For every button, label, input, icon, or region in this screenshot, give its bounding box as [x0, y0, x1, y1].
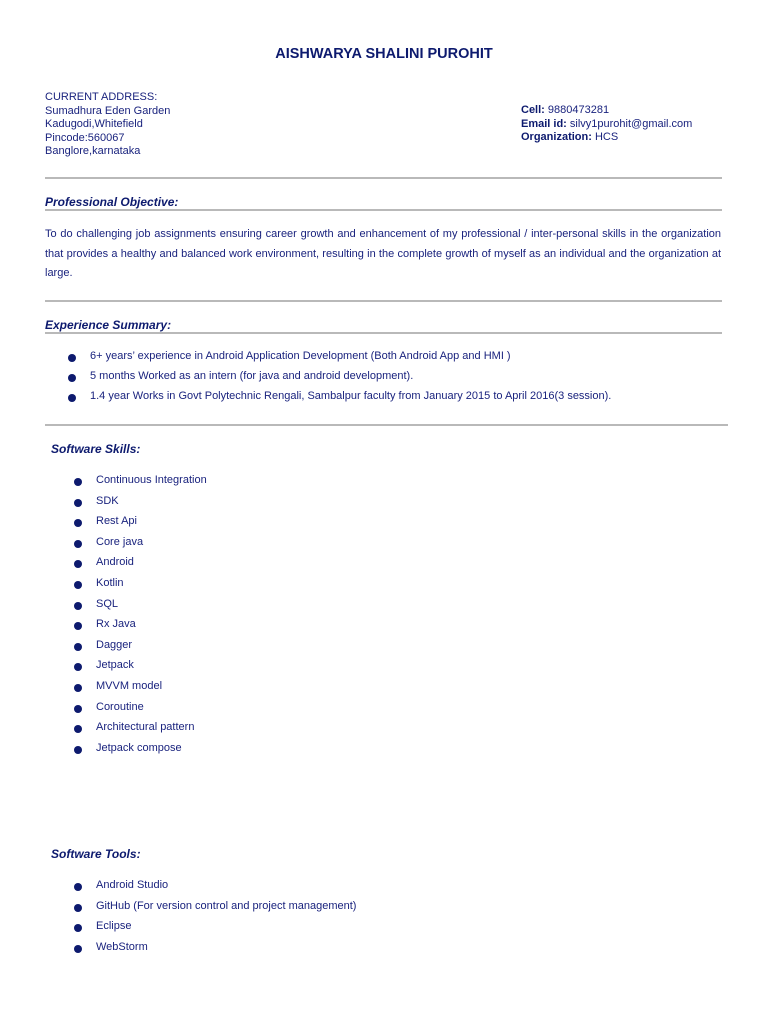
address-line: Kadugodi,Whitefield	[45, 118, 143, 131]
address-line: Banglore,karnataka	[45, 145, 141, 158]
list-item: MVVM model	[96, 680, 207, 701]
organization-label: Organization:	[521, 131, 592, 144]
list-item: Dagger	[96, 639, 207, 660]
list-item: Android	[96, 556, 207, 577]
email-value[interactable]: silvy1purohit@gmail.com	[569, 117, 693, 130]
bullet-icon	[74, 499, 82, 507]
bullet-icon	[74, 725, 82, 733]
list-item: Jetpack compose	[96, 742, 207, 763]
bullet-icon	[74, 705, 82, 713]
bullet-icon	[74, 883, 82, 891]
tools-list	[96, 879, 356, 961]
bullet-icon	[74, 540, 82, 548]
bullet-icon	[74, 581, 82, 589]
list-item: Architectural pattern	[96, 721, 207, 742]
bullet-icon	[74, 945, 82, 953]
bullet-icon	[74, 924, 82, 932]
list-item: WebStorm	[96, 941, 356, 962]
cell-value: 9880473281	[547, 104, 610, 116]
list-item: Jetpack	[96, 659, 207, 680]
bullet-icon	[74, 746, 82, 754]
divider	[45, 209, 722, 211]
tools-heading: Software Tools:	[51, 847, 141, 861]
skills-heading: Software Skills:	[51, 442, 141, 456]
list-item: Kotlin	[96, 577, 207, 598]
current-address-block	[45, 91, 170, 159]
list-item: Android Studio	[96, 879, 356, 900]
divider	[45, 177, 722, 179]
list-item: Core java	[96, 536, 207, 557]
list-item: GitHub (For version control and project management)	[96, 900, 356, 921]
list-item: SDK	[96, 495, 207, 516]
bullet-icon	[74, 684, 82, 692]
organization-value: HCS	[594, 131, 619, 144]
divider	[45, 332, 722, 334]
address-line: Pincode:560067	[45, 131, 125, 144]
candidate-name: AISHWARYA SHALINI PUROHIT	[275, 46, 493, 62]
objective-text: To do challenging job assignments ensuring career growth and enhancement of my professional / inter-personal skills in the organization that provides a healthy and balanced work environment, resulting in the complete growth of myself as an individual and the organization at large.	[45, 228, 721, 279]
list-item: Eclipse	[96, 920, 356, 941]
bullet-icon	[74, 560, 82, 568]
experience-heading: Experience Summary:	[45, 318, 172, 332]
objective-heading: Professional Objective:	[45, 195, 179, 209]
bullet-icon	[74, 904, 82, 912]
bullet-icon	[74, 478, 82, 486]
skills-list	[96, 474, 207, 762]
bullet-icon	[74, 602, 82, 610]
experience-list	[90, 350, 611, 411]
bullet-icon	[68, 354, 76, 362]
bullet-icon	[74, 663, 82, 671]
email-label: Email id:	[521, 117, 567, 130]
bullet-icon	[74, 519, 82, 527]
list-item: 6+ years’ experience in Android Application Development (Both Android App and HMI )	[90, 350, 611, 370]
divider	[45, 424, 728, 426]
address-heading: CURRENT ADDRESS:	[45, 91, 158, 103]
list-item: 1.4 year Works in Govt Polytechnic Rengali, Sambalpur faculty from January 2015 to April 2016(3 session).	[90, 390, 611, 410]
cell-label: Cell:	[521, 104, 545, 116]
bullet-icon	[68, 374, 76, 382]
contact-block	[521, 104, 692, 145]
list-item: Continuous Integration	[96, 474, 207, 495]
bullet-icon	[74, 643, 82, 651]
list-item: Coroutine	[96, 701, 207, 722]
list-item: 5 months Worked as an intern (for java and android development).	[90, 370, 611, 390]
divider	[45, 300, 722, 302]
list-item: Rest Api	[96, 515, 207, 536]
bullet-icon	[68, 394, 76, 402]
organization-row	[521, 131, 692, 145]
bullet-icon	[74, 622, 82, 630]
list-item: Rx Java	[96, 618, 207, 639]
address-line: Sumadhura Eden Garden	[45, 104, 171, 117]
cell-row	[521, 104, 692, 118]
email-row	[521, 118, 692, 132]
list-item: SQL	[96, 598, 207, 619]
